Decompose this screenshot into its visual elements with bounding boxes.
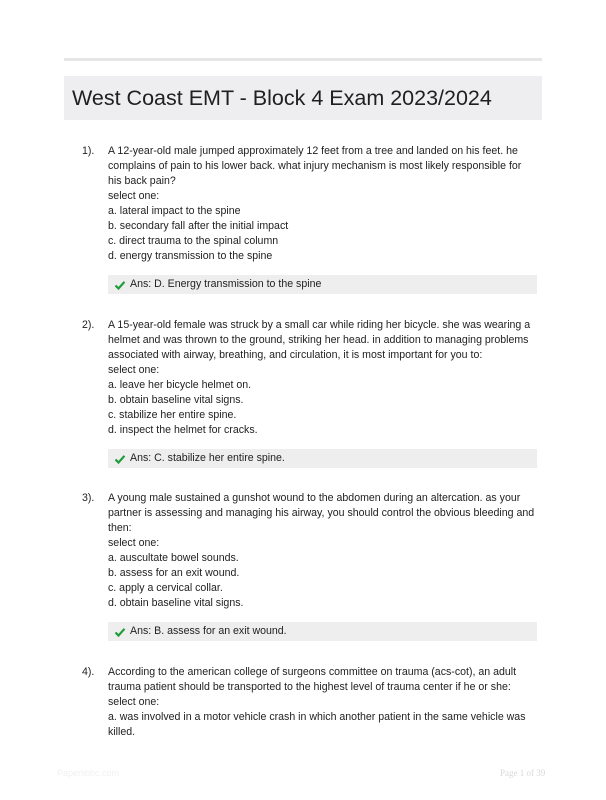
page-number: Page 1 of 39	[500, 768, 546, 778]
question-text: A 15-year-old female was struck by a small car while riding her bicycle. she was wearing a helmet and was thrown to the ground, striking her head. in addition to managing problems associated with airway, breathing, and circulation, it is most important for you to:	[108, 319, 531, 361]
option-d: d. obtain baseline vital signs.	[108, 597, 244, 609]
option-c: c. stabilize her entire spine.	[108, 409, 237, 421]
title-bar	[64, 76, 542, 120]
question-2	[82, 318, 537, 468]
question-text: A 12-year-old male jumped approximately 12 feet from a tree and landed on his feet. he complains of pain to his lower back. what injury mechanism is most likely responsible for his back pain?	[108, 145, 522, 187]
select-label: select one:	[108, 537, 160, 549]
option-d: d. energy transmission to the spine	[108, 250, 273, 262]
check-icon	[114, 279, 126, 291]
answer-text: Ans: C. stabilize her entire spine.	[130, 452, 285, 464]
option-a: a. was involved in a motor vehicle crash in which another patient in the same vehicle was killed.	[108, 711, 526, 738]
answer-text: Ans: B. assess for an exit wound.	[130, 625, 287, 637]
question-number: 1).	[82, 145, 95, 157]
option-b: b. obtain baseline vital signs.	[108, 394, 244, 406]
question-number: 3).	[82, 492, 95, 504]
option-a: a. leave her bicycle helmet on.	[108, 379, 252, 391]
check-icon	[114, 453, 126, 465]
question-number: 2).	[82, 319, 95, 331]
answer-box	[108, 622, 537, 641]
option-b: b. secondary fall after the initial impact	[108, 220, 289, 232]
footer-watermark: Paperlibbc.com	[57, 768, 120, 778]
select-label: select one:	[108, 696, 160, 708]
question-3	[82, 491, 537, 641]
check-icon	[114, 626, 126, 638]
question-4	[82, 665, 537, 740]
question-1	[82, 144, 537, 294]
select-label: select one:	[108, 364, 160, 376]
page-title: West Coast EMT - Block 4 Exam 2023/2024	[72, 85, 492, 110]
option-a: a. auscultate bowel sounds.	[108, 552, 239, 564]
option-b: b. assess for an exit wound.	[108, 567, 240, 579]
answer-box	[108, 449, 537, 468]
question-text: A young male sustained a gunshot wound to the abdomen during an altercation. as your partner is assessing and managing his airway, you should control the obvious bleeding and then:	[108, 492, 535, 534]
option-a: a. lateral impact to the spine	[108, 205, 241, 217]
option-c: c. apply a cervical collar.	[108, 582, 223, 594]
top-divider	[64, 58, 542, 61]
select-label: select one:	[108, 190, 160, 202]
answer-box	[108, 275, 537, 294]
option-d: d. inspect the helmet for cracks.	[108, 424, 258, 436]
answer-text: Ans: D. Energy transmission to the spine	[130, 278, 322, 290]
question-text: According to the american college of surgeons committee on trauma (acs-cot), an adult trauma patient should be transported to the highest level of trauma center if he or she:	[108, 666, 517, 693]
option-c: c. direct trauma to the spinal column	[108, 235, 279, 247]
question-number: 4).	[82, 666, 95, 678]
